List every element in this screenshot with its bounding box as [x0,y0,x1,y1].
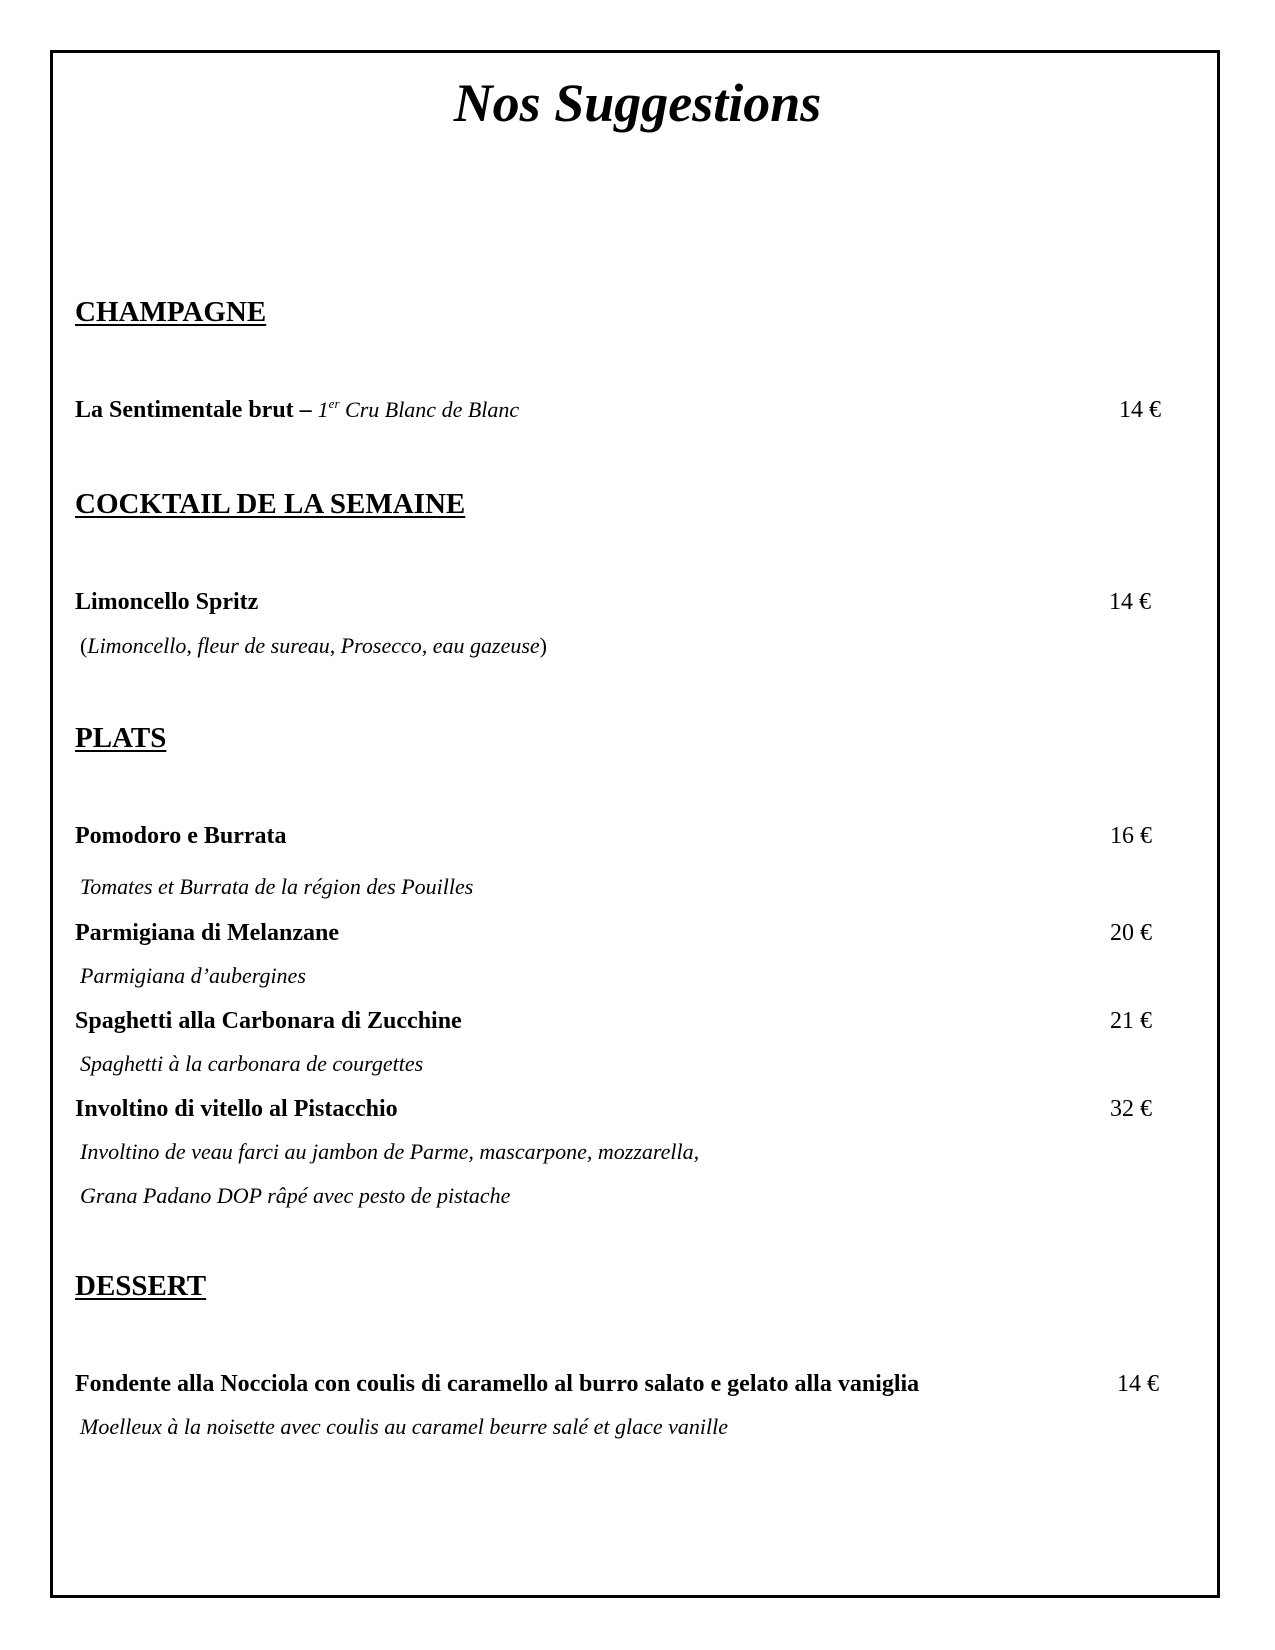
menu-item-name: Pomodoro e Burrata [75,823,287,849]
description-text: Limoncello, fleur de sureau, Prosecco, eau gazeuse [87,633,540,658]
menu-item-name: Fondente alla Nocciola con coulis di caramello al burro salato e gelato alla vaniglia [75,1371,920,1397]
item-description: Parmigiana d’aubergines [80,963,306,988]
paren-open: ( [80,633,88,658]
section-heading-cocktail: COCKTAIL DE LA SEMAINE [75,488,466,520]
item-price: 16 € [1110,823,1152,849]
ordinal-number: 1 [317,397,329,422]
item-price: 20 € [1110,920,1152,946]
paren-close: ) [539,633,547,658]
item-name-text: La Sentimentale brut – [75,397,318,423]
section-heading-plats: PLATS [75,722,167,754]
menu-item-name: Involtino di vitello al Pistacchio [75,1096,398,1122]
item-price: 14 € [1117,1371,1159,1397]
section-heading-champagne: CHAMPAGNE [75,296,267,328]
menu-item-name: Spaghetti alla Carbonara di Zucchine [75,1008,462,1034]
item-description: Tomates et Burrata de la région des Pouilles [80,874,474,899]
menu-item-name: Limoncello Spritz [75,589,259,615]
item-description-line: Involtino de veau farci au jambon de Parme, mascarpone, mozzarella, [80,1139,700,1164]
item-detail [318,397,519,422]
item-description-line: Grana Padano DOP râpé avec pesto de pistache [80,1183,511,1208]
section-heading-dessert: DESSERT [75,1270,207,1302]
item-price: 32 € [1110,1096,1152,1122]
menu-item-name [75,398,519,422]
item-price: 14 € [1109,589,1151,615]
item-description: Moelleux à la noisette avec coulis au caramel beurre salé et glace vanille [80,1414,728,1439]
item-price: 14 € [1119,397,1161,423]
item-description: Spaghetti à la carbonara de courgettes [80,1051,424,1076]
item-description [80,635,547,657]
ordinal-superscript: er [328,396,340,411]
menu-item-name: Parmigiana di Melanzane [75,920,339,946]
item-price: 21 € [1110,1008,1152,1034]
detail-text: Cru Blanc de Blanc [339,397,520,422]
page-title: Nos Suggestions [453,73,822,133]
